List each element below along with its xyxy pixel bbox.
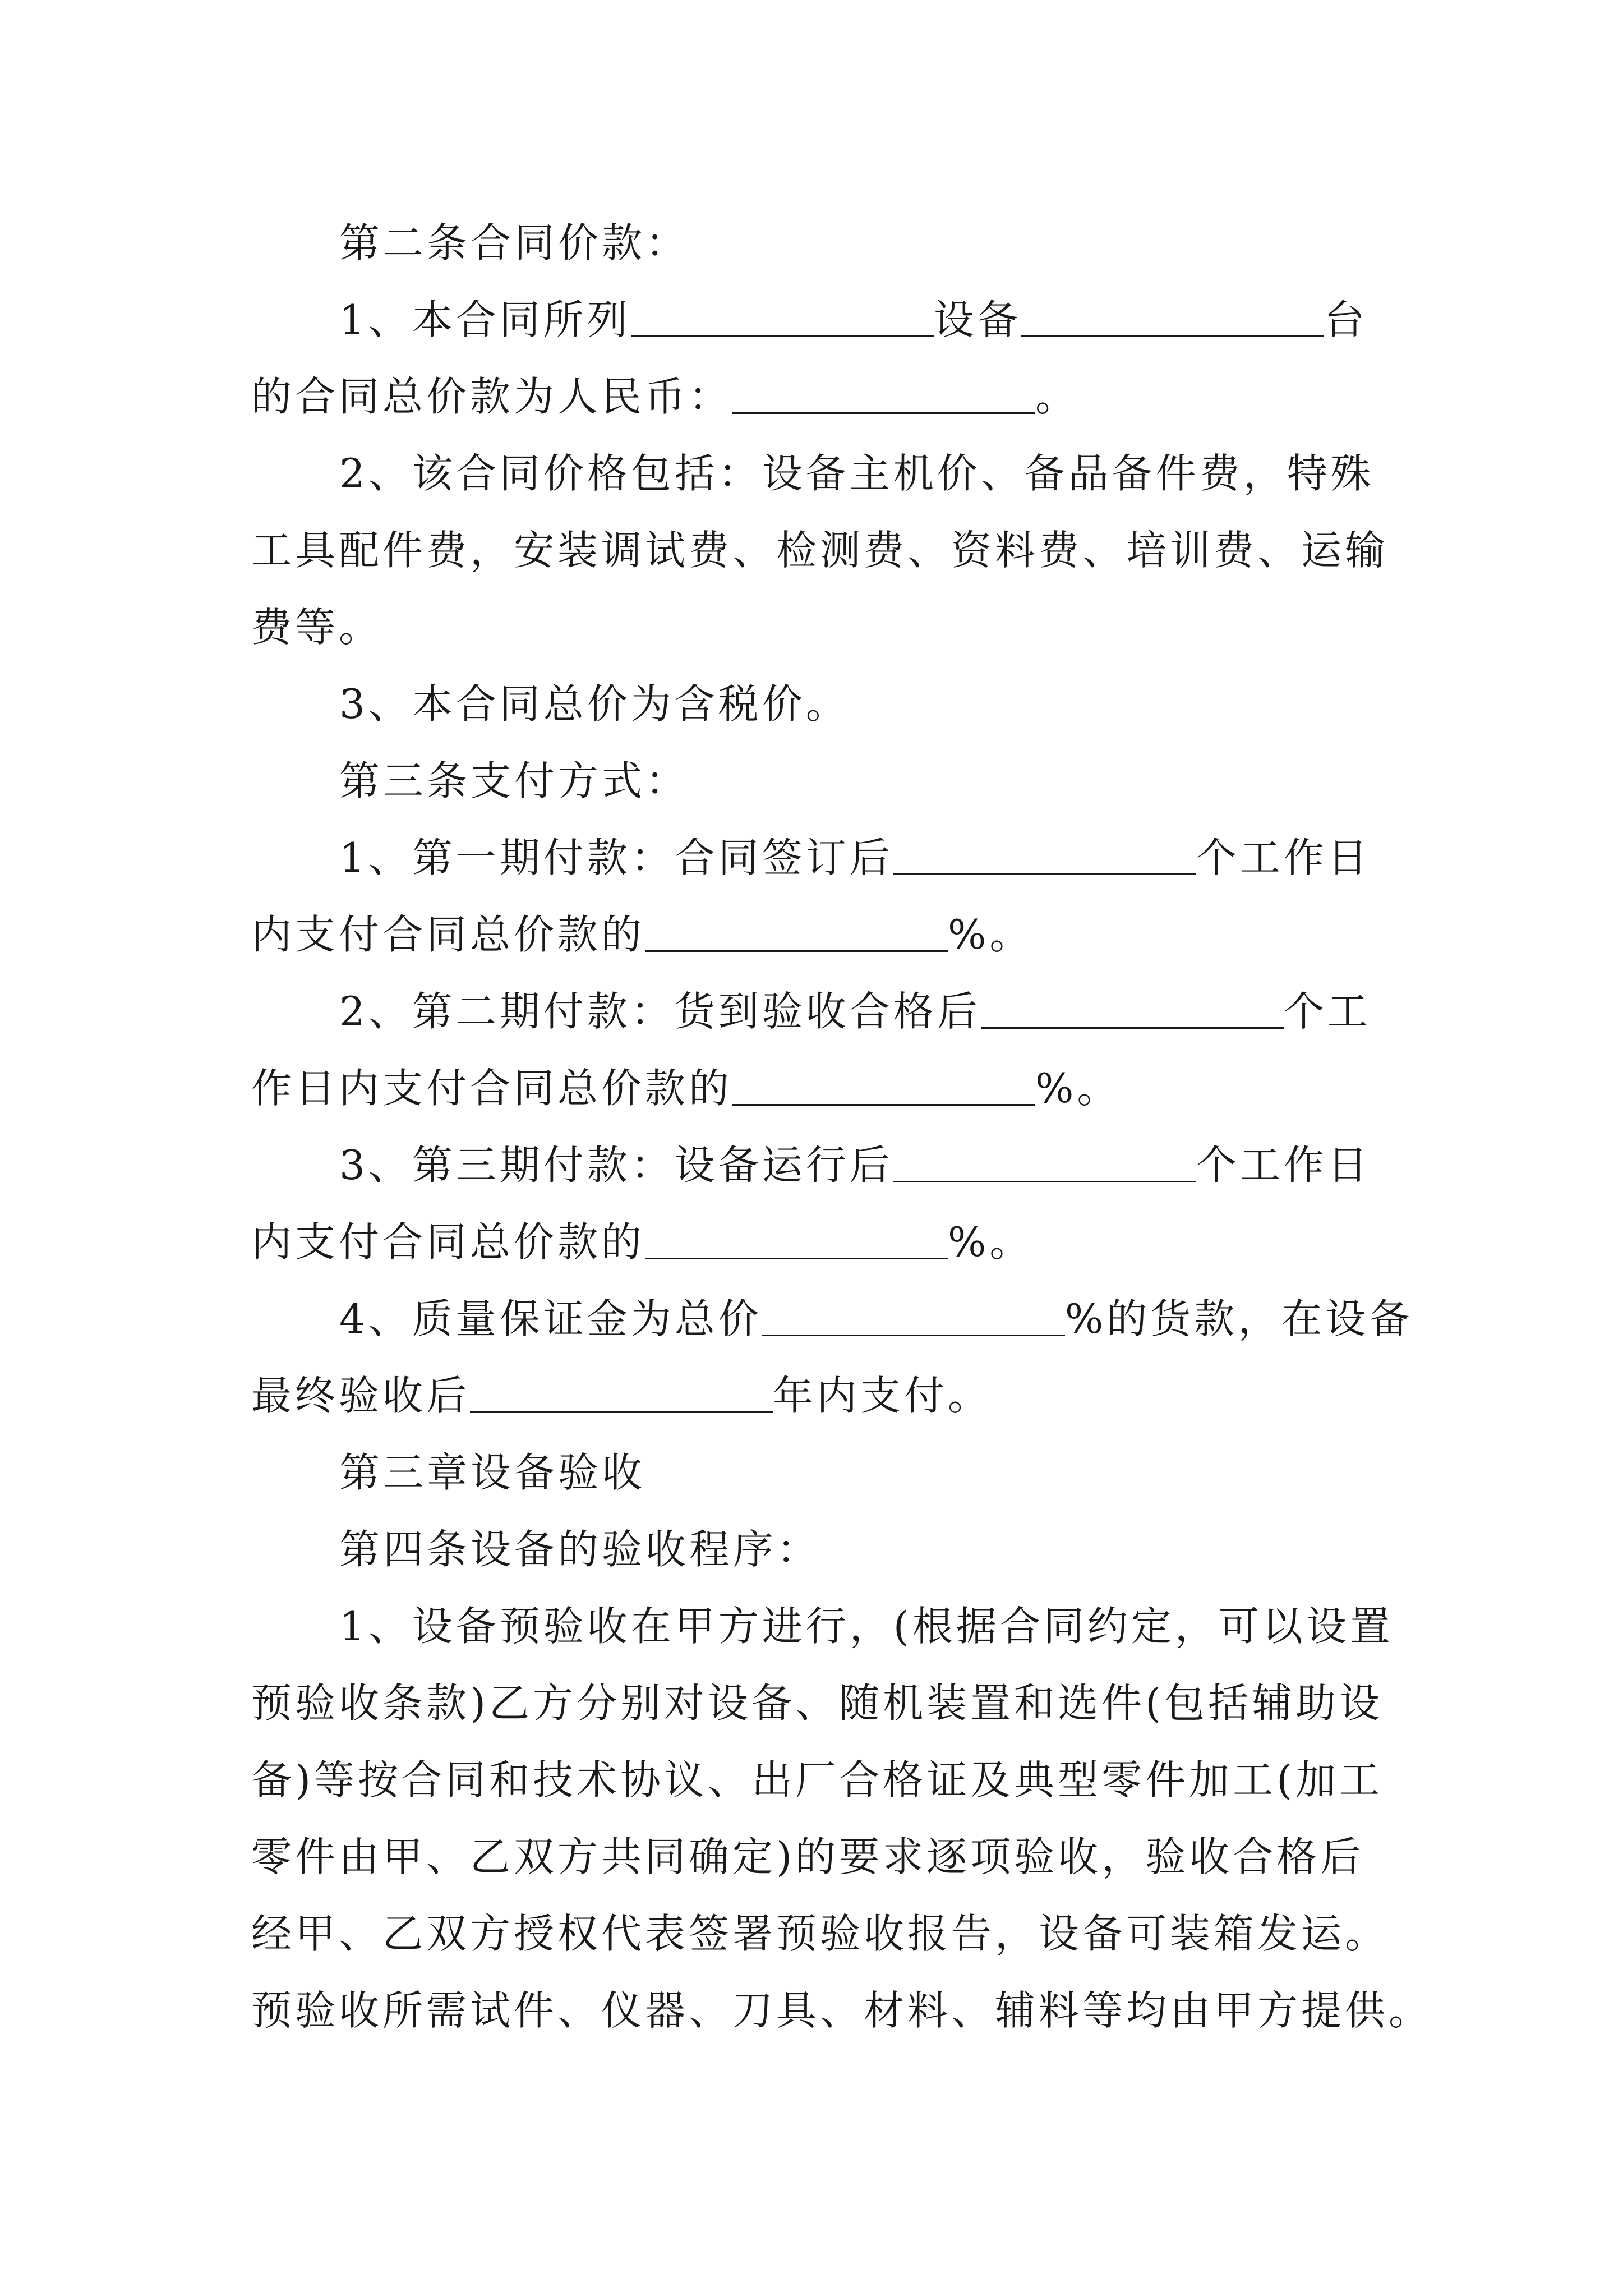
article-3-item-3-line-1: [251, 1127, 1395, 1204]
article-3-heading: [251, 743, 1395, 820]
text-segment: 经甲、乙双方授权代表签署预验收报告，设备可装箱发运。: [251, 1910, 1389, 1957]
text-segment: 个工作日: [1196, 834, 1371, 881]
text-segment: %的货款，在设备: [1064, 1295, 1413, 1342]
text-segment: 3、第三期付款：设备运行后: [339, 1142, 893, 1189]
text-segment: 年内支付。: [773, 1372, 992, 1419]
text-segment: 个工: [1283, 988, 1371, 1035]
article-4-item-1-line-2: [251, 1665, 1395, 1742]
text-segment: 台: [1324, 296, 1368, 343]
article-3-item-4-line-2: [251, 1358, 1395, 1434]
fill-blank-first-payment-percent[interactable]: [645, 915, 948, 952]
article-2-heading: [251, 205, 1395, 282]
fill-blank-third-payment-days[interactable]: [893, 1146, 1196, 1182]
article-2-item-2-line-3: [251, 589, 1395, 666]
text-segment: %。: [948, 911, 1034, 958]
article-3-item-1-line-1: [251, 820, 1395, 896]
article-2-item-3: [251, 666, 1395, 743]
text-segment: 1、本合同所列: [339, 296, 631, 343]
fill-blank-equipment-quantity[interactable]: [1021, 301, 1324, 337]
text-segment: 。: [1035, 373, 1080, 420]
article-4-item-1-line-3: [251, 1742, 1395, 1819]
article-4-item-1-line-6: [251, 1972, 1433, 2049]
fill-blank-item-listed[interactable]: [631, 301, 934, 337]
article-3-item-2-line-1: [251, 973, 1395, 1050]
text-segment: 费等。: [251, 604, 383, 651]
text-segment: 设备: [933, 296, 1021, 343]
fill-blank-third-payment-percent[interactable]: [645, 1223, 948, 1259]
text-segment: 1、设备预验收在甲方进行，(根据合同约定，可以设置: [339, 1603, 1394, 1650]
text-segment: 的合同总价款为人民币：: [251, 373, 733, 420]
text-segment: 工具配件费，安装调试费、检测费、资料费、培训费、运输: [251, 527, 1389, 574]
document-page: [251, 205, 1433, 2049]
article-2-item-1-line-2: [251, 358, 1395, 435]
article-4-heading-text: 第四条设备的验收程序：: [339, 1526, 821, 1573]
fill-blank-total-price-rmb[interactable]: [732, 378, 1035, 414]
text-segment: 备)等按合同和技术协议、出厂合格证及典型零件加工(加工: [251, 1756, 1384, 1803]
article-2-heading-text: 第二条合同价款：: [339, 219, 690, 266]
text-segment: 个工作日: [1196, 1142, 1371, 1189]
article-4-item-1-line-4: [251, 1819, 1395, 1895]
fill-blank-second-payment-percent[interactable]: [732, 1069, 1035, 1106]
text-segment: 内支付合同总价款的: [251, 1218, 645, 1266]
fill-blank-first-payment-days[interactable]: [893, 839, 1196, 875]
chapter-3-heading: [251, 1434, 1395, 1511]
fill-blank-warranty-years[interactable]: [470, 1377, 773, 1413]
text-segment: 3、本合同总价为含税价。: [339, 680, 850, 728]
text-segment: 预验收条款)乙方分别对设备、随机装置和选件(包括辅助设: [251, 1680, 1384, 1727]
text-segment: 2、第二期付款：货到验收合格后: [339, 988, 981, 1035]
text-segment: %。: [948, 1218, 1034, 1266]
text-segment: 预验收所需试件、仪器、刀具、材料、辅料等均由甲方提供。: [251, 1987, 1433, 2034]
article-2-item-2-line-2: [251, 512, 1395, 589]
article-4-item-1-line-5: [251, 1895, 1395, 1972]
text-segment: 作日内支付合同总价款的: [251, 1065, 733, 1112]
article-3-item-1-line-2: [251, 896, 1395, 973]
text-segment: 内支付合同总价款的: [251, 911, 645, 958]
fill-blank-warranty-percent[interactable]: [762, 1300, 1065, 1336]
text-segment: 1、第一期付款：合同签订后: [339, 834, 893, 881]
article-4-item-1-line-1: [251, 1588, 1395, 1665]
article-3-heading-text: 第三条支付方式：: [339, 757, 690, 804]
article-3-item-2-line-2: [251, 1050, 1395, 1127]
chapter-3-heading-text: 第三章设备验收: [339, 1449, 646, 1496]
text-segment: 最终验收后: [251, 1372, 471, 1419]
text-segment: 4、质量保证金为总价: [339, 1295, 762, 1342]
text-segment: %。: [1035, 1065, 1121, 1112]
article-2-item-1-line-1: [251, 282, 1395, 358]
article-2-item-2-line-1: [251, 435, 1395, 512]
fill-blank-second-payment-days[interactable]: [981, 992, 1284, 1029]
article-4-heading: [251, 1511, 1395, 1588]
text-segment: 零件由甲、乙双方共同确定)的要求逐项验收，验收合格后: [251, 1833, 1364, 1880]
article-3-item-3-line-2: [251, 1204, 1395, 1281]
article-3-item-4-line-1: [251, 1281, 1413, 1358]
text-segment: 2、该合同价格包括：设备主机价、备品备件费，特殊: [339, 450, 1375, 497]
